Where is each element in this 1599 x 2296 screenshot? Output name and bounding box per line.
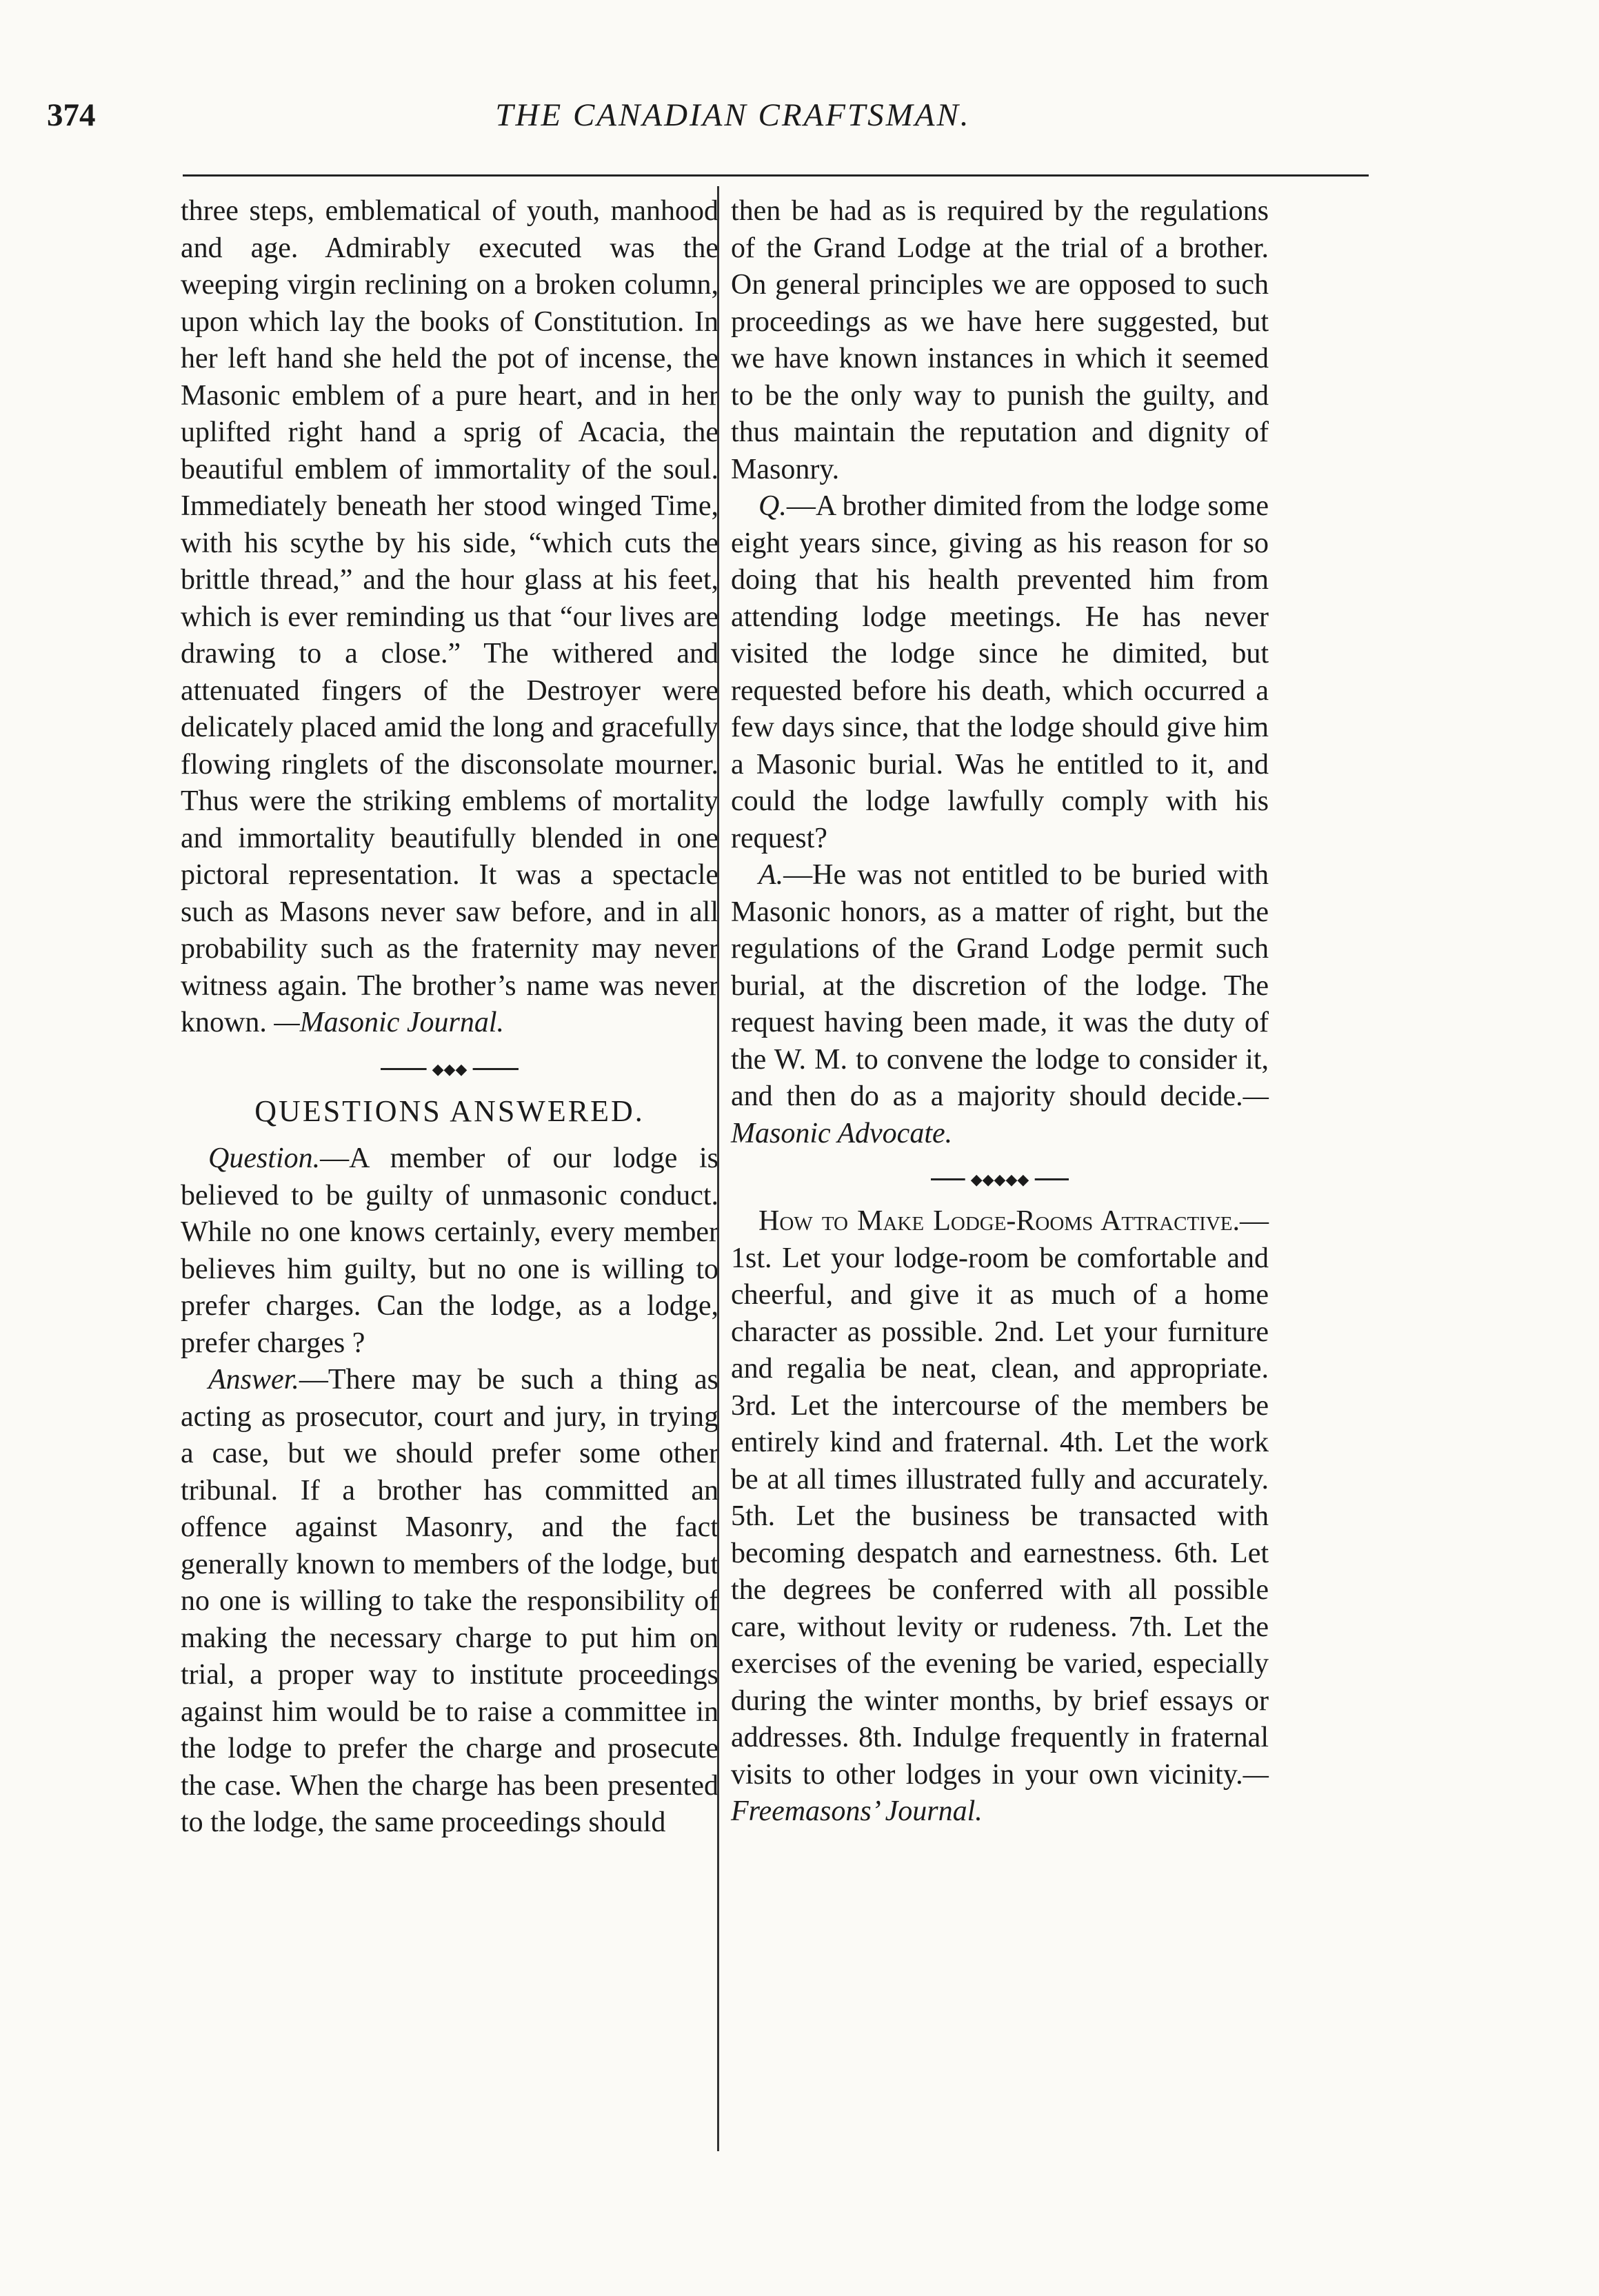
answer-text: —There may be such a thing as acting as prosecutor, court and jury, in trying a case, but we should prefer some other tribunal. If a brother has committed an offence against Masonry, and the fact generally known to members of the lodge, but no one is willing to take the responsibility of making the necessary charge to put him on trial, a proper way to institute proceedings against him would be to raise a committee in the lodge to prefer the charge and prosecute the case. When the charge has been presented to the lodge, the same proceedings should [181, 1364, 718, 1838]
memorial-text: three steps, emblematical of youth, manhood and age. Admirably executed was the weeping virgin reclining on a broken column, upon which lay the books of Constitution. In her left hand she held the pot of incense, the Masonic emblem of a pure heart, and in her uplifted right hand a sprig of Acacia, the beautiful emblem of immortality of the soul. Immediately beneath her stood winged Time, with his scythe by his side, “which cuts the brittle thread,” and the hour glass at his feet, which is ever reminding us that “our lives are drawing to a close.” The withered and attenuated fingers of the Destroyer were delicately placed amid the long and gracefully flowing ringlets of the disconsolate mourner. Thus were the striking emblems of mortality and immortality beautifully blended in one pictoral representation. It was a spectacle such as Masons never saw before, and in all probability such as the fraternity may never witness again. The brother’s name was never known. [181, 195, 718, 1038]
page-number: 374 [47, 97, 96, 133]
header-rule [183, 174, 1369, 177]
question-paragraph [181, 1140, 718, 1362]
running-title: THE CANADIAN CRAFTSMAN. [495, 97, 971, 133]
section-heading: QUESTIONS ANSWERED. [254, 1094, 645, 1128]
ornamental-separator [181, 1060, 718, 1079]
lodge-rooms-title: How to Make Lodge-Rooms Attractive. [758, 1205, 1240, 1237]
continued-paragraph: then be had as is required by the regulations of the Grand Lodge at the trial of a brother. On general principles we are opposed to such proceedings as we have here suggested, but we have known instances in which it seemed to be the only way to punish the guilty, and thus maintain the reputation and dignity of Masonry. [731, 195, 1269, 485]
right-column [731, 193, 1269, 1831]
answer-2-text: —He was not entitled to be buried with Masonic honors, as a matter of right, but the regulations of the Grand Lodge permit such burial, at the discretion of the lodge. The request having been made, it was the duty of the W. M. to convene the lodge to consider it, and then do as a majority should decide. [731, 859, 1269, 1112]
answer-2-paragraph [731, 857, 1269, 1152]
column-divider [717, 186, 719, 2151]
question-2-text: —A brother dimited from the lodge some eight years since, giving as his reason for so doing that his health prevented him from attending lodge meetings. He has never visited the lodge since he dimited, but requested before his death, which occurred a few days since, that the lodge should give him a Masonic burial. Was he entitled to it, and could the lodge lawfully comply with his request? [731, 490, 1269, 854]
page-header [47, 97, 1419, 152]
ornamental-separator-2 [731, 1170, 1269, 1189]
left-column [181, 193, 718, 1842]
question-label: Question. [208, 1142, 321, 1174]
question-2-label: Q. [758, 490, 787, 522]
separator-ornament: ◆◆◆ [427, 1060, 473, 1079]
answer-label: Answer. [208, 1364, 299, 1396]
answer-2-label: A. [758, 859, 784, 891]
lodge-rooms-source: —Freemasons’ Journal. [731, 1758, 1269, 1827]
answer-2-source: —Masonic Advocate. [731, 1080, 1269, 1149]
question-text: —A member of our lodge is believed to be guilty of unmasonic conduct. While no one knows certainly, every member believes him guilty, but no one is willing to prefer charges. Can the lodge, as a lodge, prefer charges ? [181, 1142, 718, 1359]
memorial-source: —Masonic Journal. [274, 1007, 504, 1038]
memorial-paragraph [181, 193, 718, 1042]
lodge-rooms-paragraph [731, 1203, 1269, 1831]
separator-ornament-2: ◆◆◆◆◆ [965, 1170, 1035, 1189]
answer-paragraph [181, 1362, 718, 1842]
question-2-paragraph [731, 488, 1269, 857]
lodge-rooms-text: —1st. Let your lodge-room be comfortable and cheerful, and give it as much of a home character as possible. 2nd. Let your furniture and regalia be neat, clean, and appropriate. 3rd. Let the intercourse of the members be entirely kind and fraternal. 4th. Let the work be at all times illustrated fully and accurately. 5th. Let the business be transacted with becoming despatch and earnestness. 6th. Let the degrees be conferred with all possible care, without levity or rudeness. 7th. Let the exercises of the evening be varied, especially during the winter months, by brief essays or addresses. 8th. Indulge frequently in fraternal visits to other lodges in your own vicinity. [731, 1205, 1269, 1791]
